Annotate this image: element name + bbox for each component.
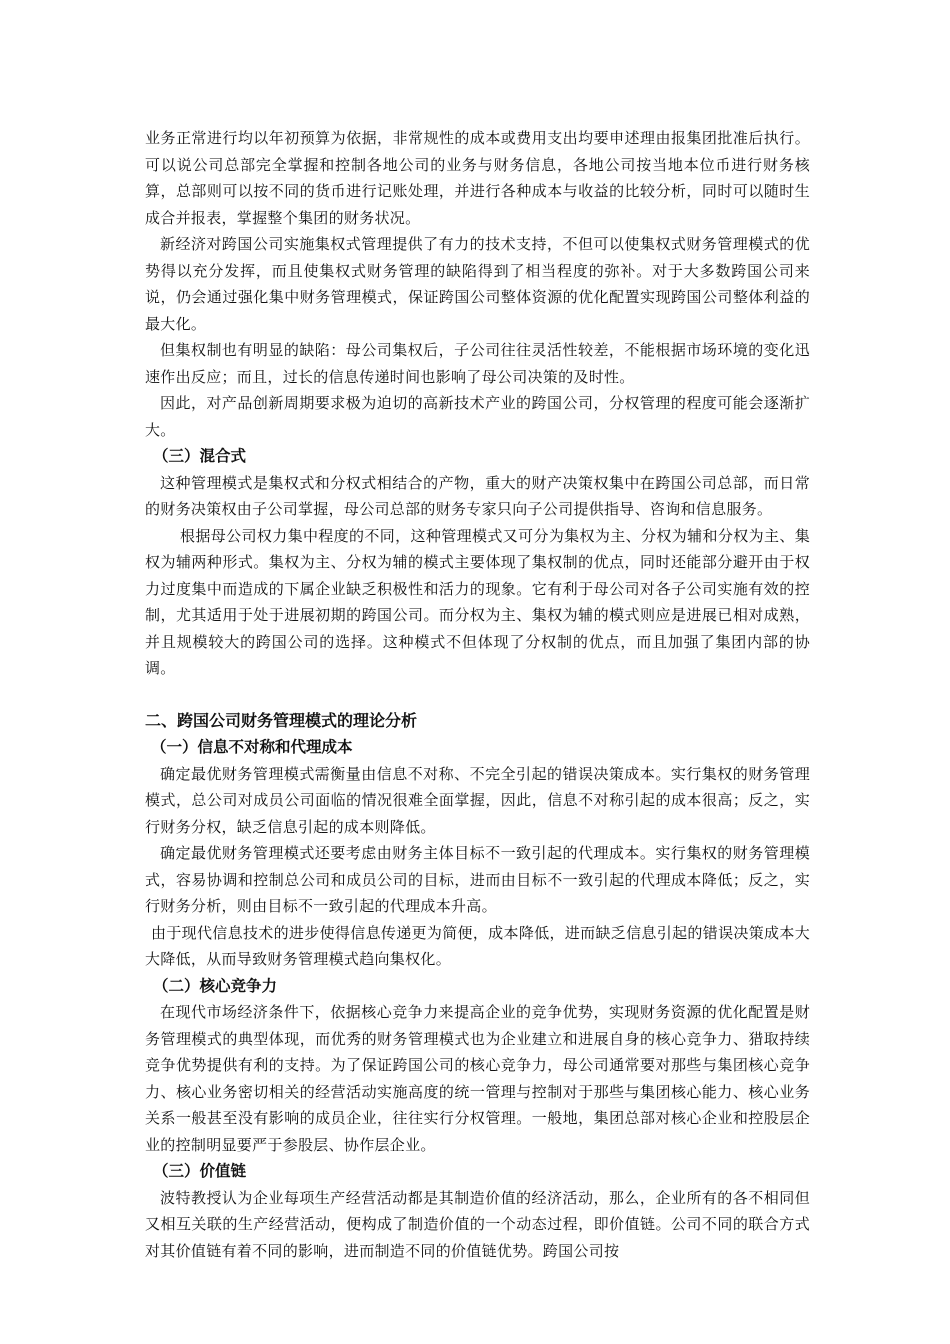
paragraph-centralization-defects: 但集权制也有明显的缺陷：母公司集权后，子公司往往灵活性较差，不能根据市场环境的变化迅速作出反应；而且，过长的信息传递时间也影响了母公司决策的及时性。 — [145, 341, 810, 386]
heading-mixed-mode: （三）混合式 — [153, 447, 247, 465]
section-gap — [145, 682, 810, 708]
heading-value-chain: （三）价值链 — [153, 1162, 247, 1180]
heading-section-two: 二、跨国公司财务管理模式的理论分析 — [145, 710, 418, 730]
heading-information-asymmetry: （一）信息不对称和代理成本 — [151, 738, 353, 756]
paragraph-core-competence: 在现代市场经济条件下，依据核心竞争力来提高企业的竞争优势，实现财务资源的优化配置是财务管理模式的典型体现，而优秀的财务管理模式也为企业建立和进展自身的核心竞争力、猎取持续竞争优势提供有利的支持。为了保证跨国公司的核心竞争力，母公司通常要对那些与集团核心竞争力、核心业务密切相关的经营活动实施高度的统一管理与控制对于那些与集团核心能力、核心业务关系一般甚至没有影响的成员企业，往往实行分权管理。一般地，集团总部对核心企业和控股层企业的控制明显要严于参股层、协作层企业。 — [145, 1003, 810, 1154]
paragraph-new-economy: 新经济对跨国公司实施集权式管理提供了有力的技术支持，不但可以使集权式财务管理模式的优势得以充分发挥，而且使集权式财务管理的缺陷得到了相当程度的弥补。对于大多数跨国公司来说，仍会通过强化集中财务管理模式，保证跨国公司整体资源的优化配置实现跨国公司整体利益的最大化。 — [145, 235, 810, 333]
document-page — [145, 125, 810, 1264]
paragraph-error-decision-cost: 确定最优财务管理模式需衡量由信息不对称、不完全引起的错误决策成本。实行集权的财务管理模式，总公司对成员公司面临的情况很难全面掌握，因此，信息不对称引起的成本很高；反之，实行财务分权，缺乏信息引起的成本则降低。 — [145, 764, 810, 836]
paragraph-mixed-mode-intro: 这种管理模式是集权式和分权式相结合的产物，重大的财产决策权集中在跨国公司总部，而日常的财务决策权由子公司掌握，母公司总部的财务专家只向子公司提供指导、咨询和信息服务。 — [145, 473, 810, 518]
paragraph-mixed-mode-forms: 根据母公司权力集中程度的不同，这种管理模式又可分为集权为主、分权为辅和分权为主、集权为辅两种形式。集权为主、分权为辅的模式主要体现了集权制的优点，同时还能部分避开由于权力过度集中而造成的下属企业缺乏积极性和活力的现象。它有利于母公司对各子公司实施有效的控制，尤其适用于处于进展初期的跨国公司。而分权为主、集权为辅的模式则应是进展已相对成熟，并且规模较大的跨国公司的选择。这种模式不但体现了分权制的优点，而且加强了集团内部的协调。 — [145, 526, 810, 677]
paragraph-value-chain: 波特教授认为企业每项生产经营活动都是其制造价值的经济活动，那么，企业所有的各不相同但又相互关联的生产经营活动，便构成了制造价值的一个动态过程，即价值链。公司不同的联合方式对其价值链有着不同的影响，进而制造不同的价值链优势。跨国公司按 — [145, 1188, 810, 1260]
paragraph-agency-cost: 确定最优财务管理模式还要考虑由财务主体目标不一致引起的代理成本。实行集权的财务管理模式，容易协调和控制总公司和成员公司的目标，进而由目标不一致引起的代理成本降低；反之，实行财务分析，则由目标不一致引起的代理成本升高。 — [145, 844, 810, 915]
paragraph-decentralization-trend: 因此，对产品创新周期要求极为迫切的高新技术产业的跨国公司，分权管理的程度可能会逐渐扩大。 — [145, 394, 810, 439]
paragraph-information-technology: 由于现代信息技术的进步使得信息传递更为简便，成本降低，进而缺乏信息引起的错误决策成本大大降低，从而导致财务管理模式趋向集权化。 — [145, 923, 810, 968]
paragraph-budget-basis: 业务正常进行均以年初预算为依据，非常规性的成本或费用支出均要申述理由报集团批准后执行。可以说公司总部完全掌握和控制各地公司的业务与财务信息，各地公司按当地本位币进行财务核算，总部则可以按不同的货币进行记账处理，并进行各种成本与收益的比较分析，同时可以随时生成合并报表，掌握整个集团的财务状况。 — [145, 129, 810, 227]
heading-core-competence: （二）核心竞争力 — [153, 976, 278, 995]
